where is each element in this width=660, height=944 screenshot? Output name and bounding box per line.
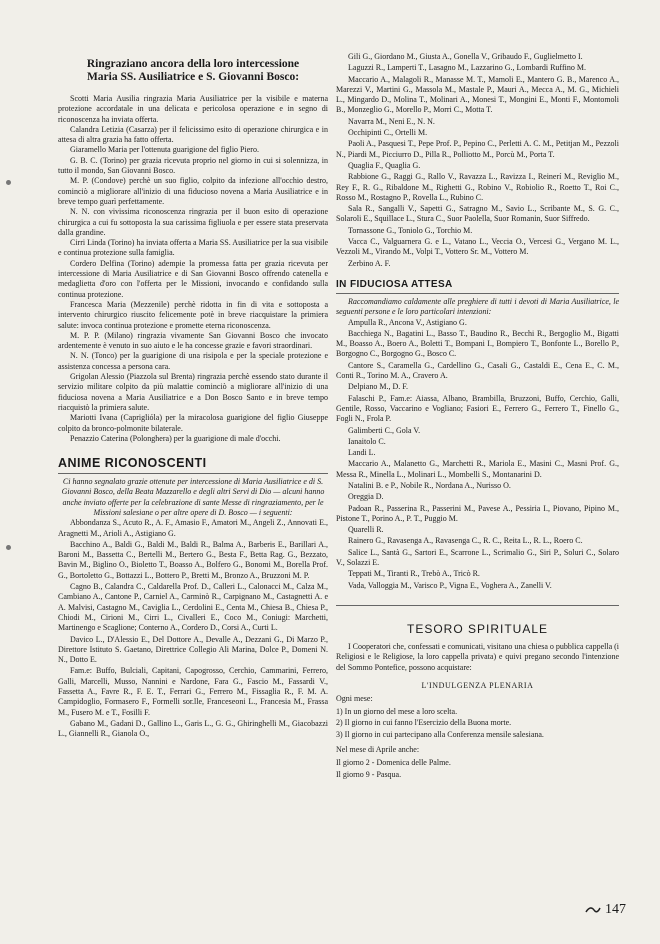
paragraph: M. P. (Condove) perchè un suo figlio, colpito da infezione all'occhio destro, cominciò a migliorare all'inizio di una fiducioso novena a Maria Ausiliatrice e in breve tempo guarì perfettamente. [58,176,328,206]
right-column [336,52,619,781]
paragraph: Giaramello Maria per l'ottenuta guarigione del figlio Piero. [70,145,259,155]
divider [336,293,619,294]
ringraziamenti-list [58,94,328,444]
name-group: Landi L. [348,448,376,458]
paragraph: M. P. P. (Milano) ringrazia vivamente San Giovanni Bosco che invocato ardentemente è venuto in suo aiuto e le ha concesse grazie e favori straordinari. [58,330,328,351]
tesoro-intro: I Cooperatori che, confessati e comunicati, visitano una chiesa o pubblica cappella (i Religiosi e le Religiose, la loro cappella privata) e quivi pregano secondo l'intenzione del Sommo Pontefice, possono acquistare: [336,641,620,672]
paragraph: N. N. (Tonco) per la guarigione di una risipola e per la speciale protezione e assistenza concessa a persona cara. [58,351,328,371]
aprile-label: Nel mese di Aprile anche: [336,745,420,755]
paragraph: Cirri Linda (Torino) ha inviata offerta a Maria SS. Ausiliatrice per la sua visibile e continua protezione sulla famiglia. [58,238,328,258]
name-group: Fam.e: Buffo, Bulciali, Capitani, Capogrosso, Cerchio, Cammarini, Ferrero, Galli, Marcelli, Musso, Nannini e Nardone, Fara G., Fascio M., Fassardi V., Fassetta A., Favre R., F. E. T., Ferrari G., Ferrero M., Fissaglia R., F. M. A. Campidoglio, Formasero F., Formelli sor.lle, Franceseoni L., Francesia M., Frassa M., Fusero M. e T., Fosilli F. [58,666,328,717]
name-group: Bacchino A., Baldi G., Baldi M., Baldi R., Balma A., Barberis E., Barillari A., Baroni M., Bassetta C., Bertelli M., Bertero G., Besta F., Betta Rag. G., Bezzato, Bavin M., Biglino O., Bioletto T., Boasso A., Bolfero G., Bonomi M., Borella Prof. G., Bortoletto G., Bottazzi L., Bottero P., Bretti M., Bronzo A., Bruzzoni M. P. [58,539,328,580]
paragraph: Cordero Delfina (Torino) adempie la promessa fatta per grazia ricevuta per intercessione di Maria Ausiliatrice e di San Giovanni Bosco offrendo catenella e medaglietta d'oro con l'offerta per le Missioni, invocando e confidando sulla continua protezione. [58,258,328,299]
name-group: Maccario A., Malanetto G., Marchetti R., Mariola E., Masini C., Masni Prof. G., Messa R., Minella L., Molinari L., Mombelli S., Montanarini D. [336,459,619,479]
name-group: Galimberti C., Gola V. [348,425,421,435]
name-group: Ianaitolo C. [348,436,386,446]
fiducia-intro: Raccomandiamo caldamente alle preghiere di tutti i devoti di Maria Ausiliatrice, le seguenti persone e le loro particolari intenzioni: [336,296,619,317]
tesoro-spirituale-title: TESORO SPIRITUALE [406,621,549,636]
ornament-icon [585,906,601,914]
name-group: Gabano M., Gadani D., Gallino L., Garis L., G. G., Ghiringhelli M., Giacobazzi L., Giannelli R., Gianola O., [58,718,328,739]
name-group: Sala R., Sangalli V., Sapetti G., Satragno M., Savio L., Scribante M., S. G. C., Solaroli E., Squillace L., Stura C., Suor Paolella, Suor Romanin, Suor Siffredo. [336,204,619,224]
name-group: Vacca C., Valguarnera G. e L., Vatano L., Veccia O., Vercesi G., Vergano M. L., Vezzoli M., Virando M., Volpi T., Vottero Sr. M., Vottero M. [336,237,619,257]
name-group: Occhipinti C., Ortelli M. [348,128,428,138]
name-group: Oreggia D. [348,492,384,502]
name-group: Padoan R., Passerina R., Passerini M., Pavese A., Pessiria I., Piovano, Pipino M., Pistone T., Porino A., P. T., Puggio M. [336,503,619,523]
list-item: Il giorno 2 - Domenica delle Palme. [336,758,451,768]
paragraph: Mariotti Ivana (Capriglióla) per la miracolosa guarigione del figlio Giuseppe colpito da bronco-polmonite bilaterale. [58,413,328,433]
paragraph: Calandra Letizia (Casarza) per il felicissimo esito di operazione chirurgica e in attesa di altra grazia ha fatto offerta. [58,124,328,145]
name-group: Abbondanza S., Acuto R., A. F., Amasio F., Amatori M., Angeli Z., Annovati E., Aragnetti M., Arioli A., Astigiano G. [58,518,328,538]
name-group: Vada, Valloggia M., Varisco P., Vigna E., Voghera A., Zanelli V. [348,580,552,590]
page-number: 147 [585,902,626,918]
name-group: Falaschi P., Fam.e: Aiassa, Albano, Brambilla, Bruzzoni, Buffo, Cerchio, Galli, Gentile, Rosso, Vaccarino e Vogliano; Fasiori E., Ferrero G., Ferrero T., Finello G., Fogli N., Frola P. [336,393,619,424]
anime-riconoscenti-title: ANIME RICONOSCENTI [58,456,207,471]
anime-intro: Ci hanno segnalato grazie ottenute per intercessione di Maria Ausiliatrice e di S. Giovanni Bosco, della Beata Mazzarello e degli altri Servi di Dio — alcuni hanno anche inviato offerte per la celebrazione di sante Messe di ringraziamento, per le Missioni salesiane o per altre opere di D. Bosco — i seguenti: [61,477,325,517]
paragraph: Francesca Maria (Mezzenile) perchè ridotta in fin di vita e sottoposta a intervento chirurgico riuscito felicemente potè in breve riacquistare la primiera salute: invoca continua protezione e promette eterna riconoscenza. [58,299,328,330]
name-group: Delpiano M., D. F. [348,382,409,392]
list-item: 2) Il giorno in cui fanno l'Esercizio della Buona morte. [336,718,512,728]
paragraph: G. B. C. (Torino) per grazia ricevuta proprio nel giorno in cui si solennizza, in tutto il mondo, San Giovanni Bosco. [58,155,328,176]
name-group: Quaglia F., Quaglia G. [348,160,421,170]
left-column [58,52,328,741]
anime-list [58,518,328,739]
aprile-list [336,758,619,780]
section-title-ringraziano: Ringraziano ancora della loro intercessione Maria SS. Ausiliatrice e S. Giovanni Bosco: [86,58,300,83]
ogni-mese-list [336,707,619,740]
ogni-mese-label: Ogni mese: [336,693,373,703]
divider [336,605,619,606]
name-group: Rabbione G., Raggi G., Rallo V., Ravazza L., Ravizza I., Reinerí M., Reviglio M., Rey F., R. G., Ribaldone M., Righetti G., Robino V., Robiolio R., Roetto T., Roi C., Rosso M., Rostagno P., Rovella L., Rubino C. [336,172,619,202]
name-group: Bacchiega N., Bagatini L., Basso T., Baudino R., Becchi R., Bergoglio M., Bigatti M., Boasso A., Boero A., Boletti T., Bompani I., Bompiero T., Bonfonte L., Borello P., Borgogno C., Borgogno G., Bosco C. [336,328,619,359]
name-group: Laguzzi R., Lamperti T., Lasagno M., Lazzarino G., Lombardi Ruffino M. [348,63,586,73]
name-group: Paoli A., Pasquesi T., Pepe Prof. P., Pepino C., Perletti A. C. M., Petitjan M., Pezzoli N., Piardi M., Picciurro D., Pilla R., Polliotto M., Porcù M., Porta T. [336,139,619,159]
indulgenza-title: L'INDULGENZA PLENARIA [421,680,534,690]
name-group: Maccario A., Malagoli R., Manasse M. T., Mamoli E., Mantero G. B., Marenco A., Marezzi V., Martini G., Massola M., Mastale P., Mauri A., Mecca A., M. G., Michieli L., Mingardo D., Molina T., Molinari A., Monesi T., Mongini E., Monti F., Montomoli B., Monzeglio G., Morello P., Morri C., Motta T. [336,74,619,115]
list-item: 3) Il giorno in cui partecipano alla Conferenza mensile salesiana. [336,729,544,739]
name-group: Tornassone G., Toniolo G., Torchio M. [348,225,473,235]
list-item: Il giorno 9 - Pasqua. [336,769,402,779]
fiducia-list [336,318,619,591]
name-group: Salice L., Santà G., Sartori E., Scarrone L., Scrimalio G., Siri P., Soluri C., Solaro V., Solazzi E. [336,547,619,568]
name-group: Quarelli R. [348,525,384,535]
paragraph: Grigolan Alessio (Piazzola sul Brenta) ringrazia perchè essendo stato durante il servizio militare colpito da più malattie cominciò a migliorare all'inizio di una fiduciosa novena a Maria Ausiliatrice e a Don Bosco Santo e in breve tempo riacquistò la primiera salute. [58,372,328,412]
margin-mark [6,180,11,185]
paragraph: N. N. con vivissima riconoscenza ringrazia per il buon esito di operazione chirurgica a cui fu sottoposta la sua carissima figliuola e per essere stata preservata dalla grandine. [58,207,328,237]
name-group: Navarra M., Neni E., N. N. [348,116,435,126]
paragraph: Penazzio Caterina (Polonghera) per la guarigione di male d'occhi. [70,433,281,443]
name-group: Natalini B. e P., Nobile R., Nordana A., Nurisso O. [348,480,511,490]
name-group: Cantore S., Caramella G., Cardellino G., Casali G., Castaldi E., Cena E., C. M., Conti R., Torino M. A., Cravero A. [336,360,619,381]
name-group: Ampulla R., Ancona V., Astigiano G. [348,317,467,327]
name-group: Rainero G., Ravasenga A., Ravasenga C., R. C., Reita L., R. L., Roero C. [348,536,583,546]
anime-list-continued [336,52,619,269]
fiduciosa-attesa-title: IN FIDUCIOSA ATTESA [336,278,453,290]
name-group: Cagno B., Calandra C., Caldarella Prof. D., Calleri L., Calonacci M., Calza M., Cambiano A., Cantone P., Carniel A., Carminò R., Carpignano M., Castagnetti A. e A. Malvisi, Castagno M., Caviglia L., Cerdolini E., Centa M., Chiesa B., Chiesa P., Chiodi M., Cirioni M., Cirri L., Civalleri E., Coco M., Coniugi: Marchetti, Martinengo e Scaglione; Conterno A., Cordero D., Corsi A., Curti L. [58,582,328,633]
list-item: 1) In un giorno del mese a loro scelta. [336,707,458,717]
name-group: Teppati M., Tiranti R., Trebò A., Tricò R. [348,569,480,579]
name-group: Davico L., D'Alessio E., Del Dottore A., Devalle A., Dezzani G., Di Marzo P., Direttore Istituto S. Gaetano, Direttrice Collegio Ali Marina, Dolce P., Domeni N. N., Dotto E. [58,634,328,665]
name-group: Gili G., Giordano M., Giusta A., Gonella V., Gribaudo F., Guglielmetto I. [348,52,583,61]
paragraph: Scotti Maria Ausilia ringrazia Maria Ausiliatrice per la visibile e materna protezione accordatale in una delicata e pericolosa operazione e in segno di riconoscenza ha inviata offerta. [58,94,328,124]
margin-mark [6,545,11,550]
divider [58,473,328,474]
name-group: Zerbino A. F. [348,258,391,268]
